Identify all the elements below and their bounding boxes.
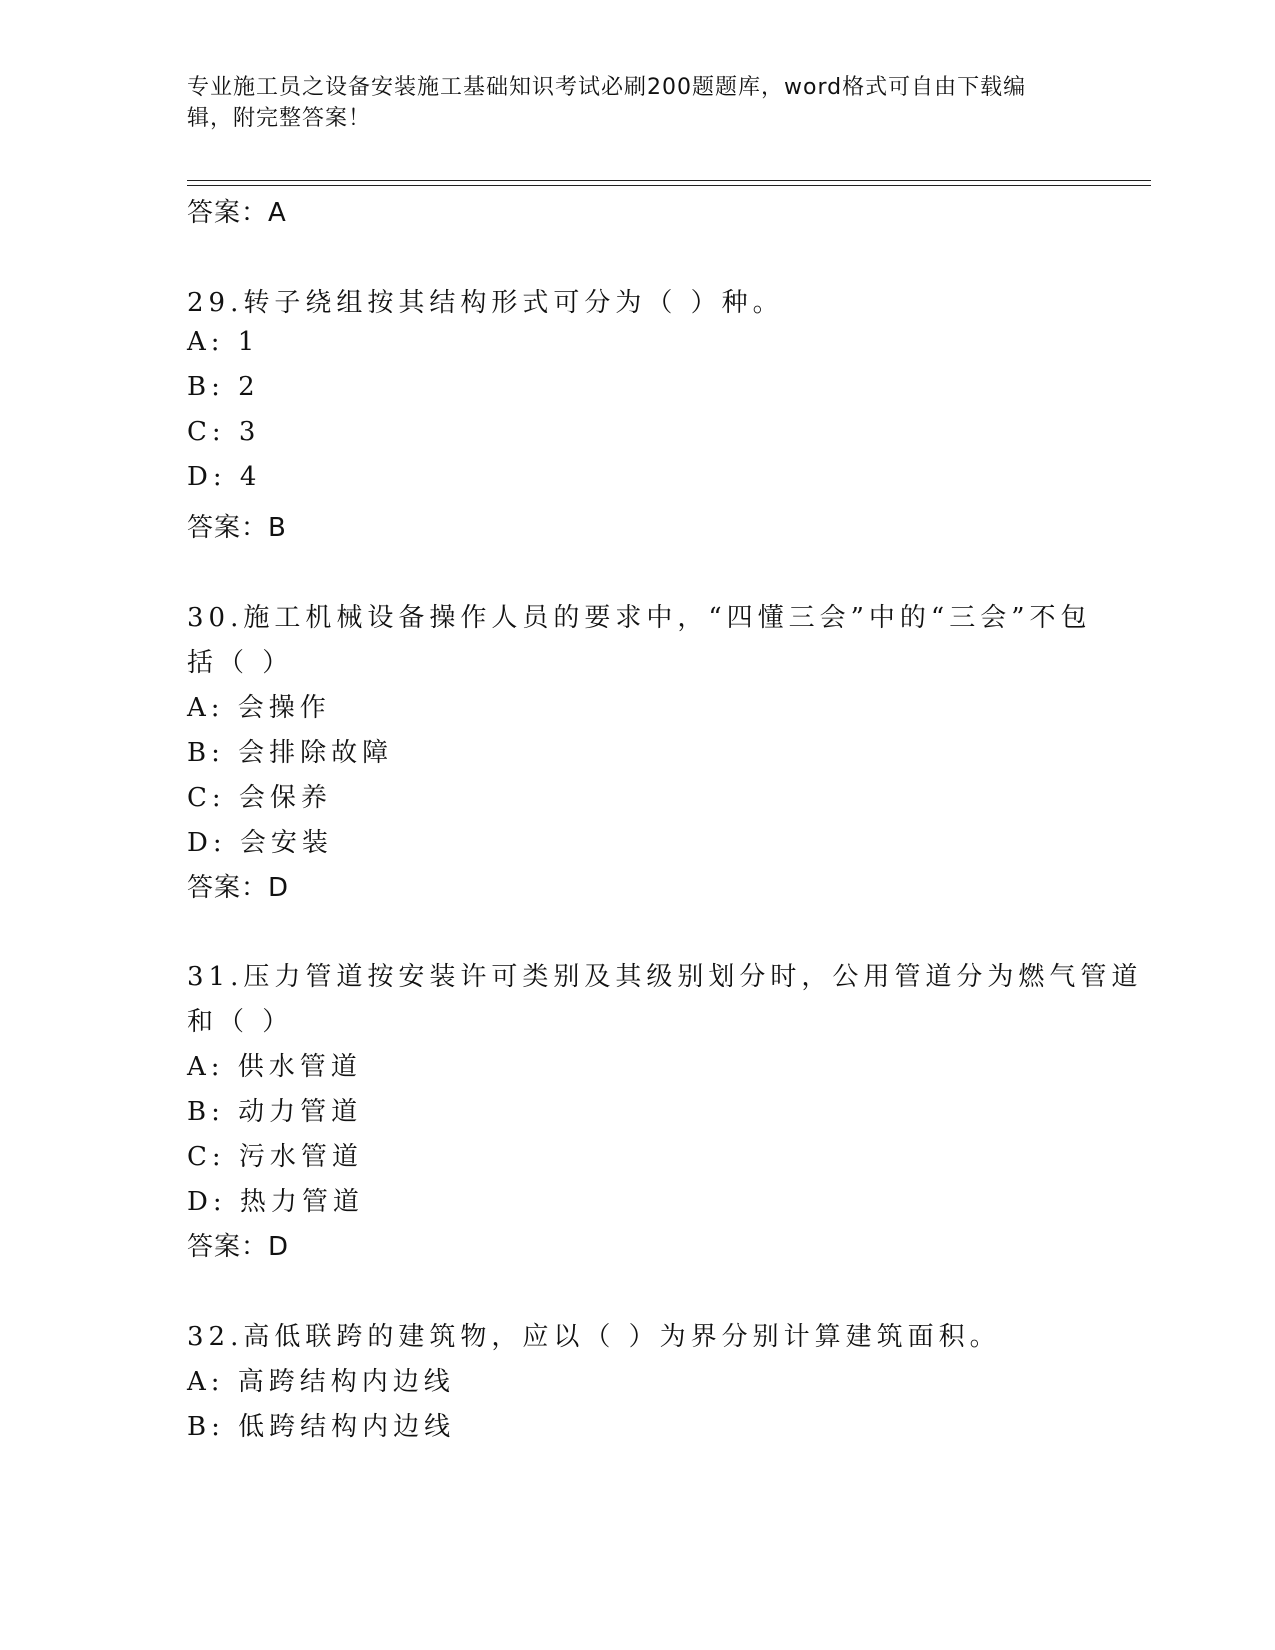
option-c: C: 会保养 — [187, 783, 332, 813]
option-a: A: 1 — [187, 327, 260, 357]
option-d: D: 4 — [187, 462, 262, 492]
option-a: A: 高跨结构内边线 — [187, 1367, 455, 1397]
answer-label: 答案：D — [187, 1232, 290, 1262]
option-c: C: 污水管道 — [187, 1142, 363, 1172]
question-text-continued: 括（ ） — [187, 648, 294, 678]
question-text: 32.高低联跨的建筑物，应以（ ）为界分别计算建筑面积。 — [187, 1322, 1001, 1352]
header-divider-secondary — [187, 185, 1151, 186]
answer-label: 答案：A — [187, 198, 287, 228]
question-text: 31.压力管道按安装许可类别及其级别划分时，公用管道分为燃气管道 — [187, 962, 1143, 992]
option-b: B: 会排除故障 — [187, 738, 394, 768]
option-b: B: 动力管道 — [187, 1097, 363, 1127]
option-b: B: 低跨结构内边线 — [187, 1412, 456, 1442]
question-text: 30.施工机械设备操作人员的要求中，“四懂三会”中的“三会”不包 — [187, 603, 1092, 633]
option-c: C: 3 — [187, 417, 261, 447]
header-divider — [187, 180, 1151, 181]
option-d: D: 会安装 — [187, 828, 333, 858]
document-header: 专业施工员之设备安装施工基础知识考试必刷200题题库，word格式可自由下载编辑，附完整答案！ — [187, 75, 1027, 131]
option-a: A: 会操作 — [187, 693, 331, 723]
option-b: B: 2 — [187, 372, 260, 402]
option-a: A: 供水管道 — [187, 1052, 362, 1082]
answer-label: 答案：D — [187, 873, 290, 903]
option-d: D: 热力管道 — [187, 1187, 364, 1217]
answer-label: 答案：B — [187, 513, 287, 543]
question-text: 29.转子绕组按其结构形式可分为（ ）种。 — [187, 288, 784, 318]
question-text-continued: 和（ ） — [187, 1007, 294, 1037]
